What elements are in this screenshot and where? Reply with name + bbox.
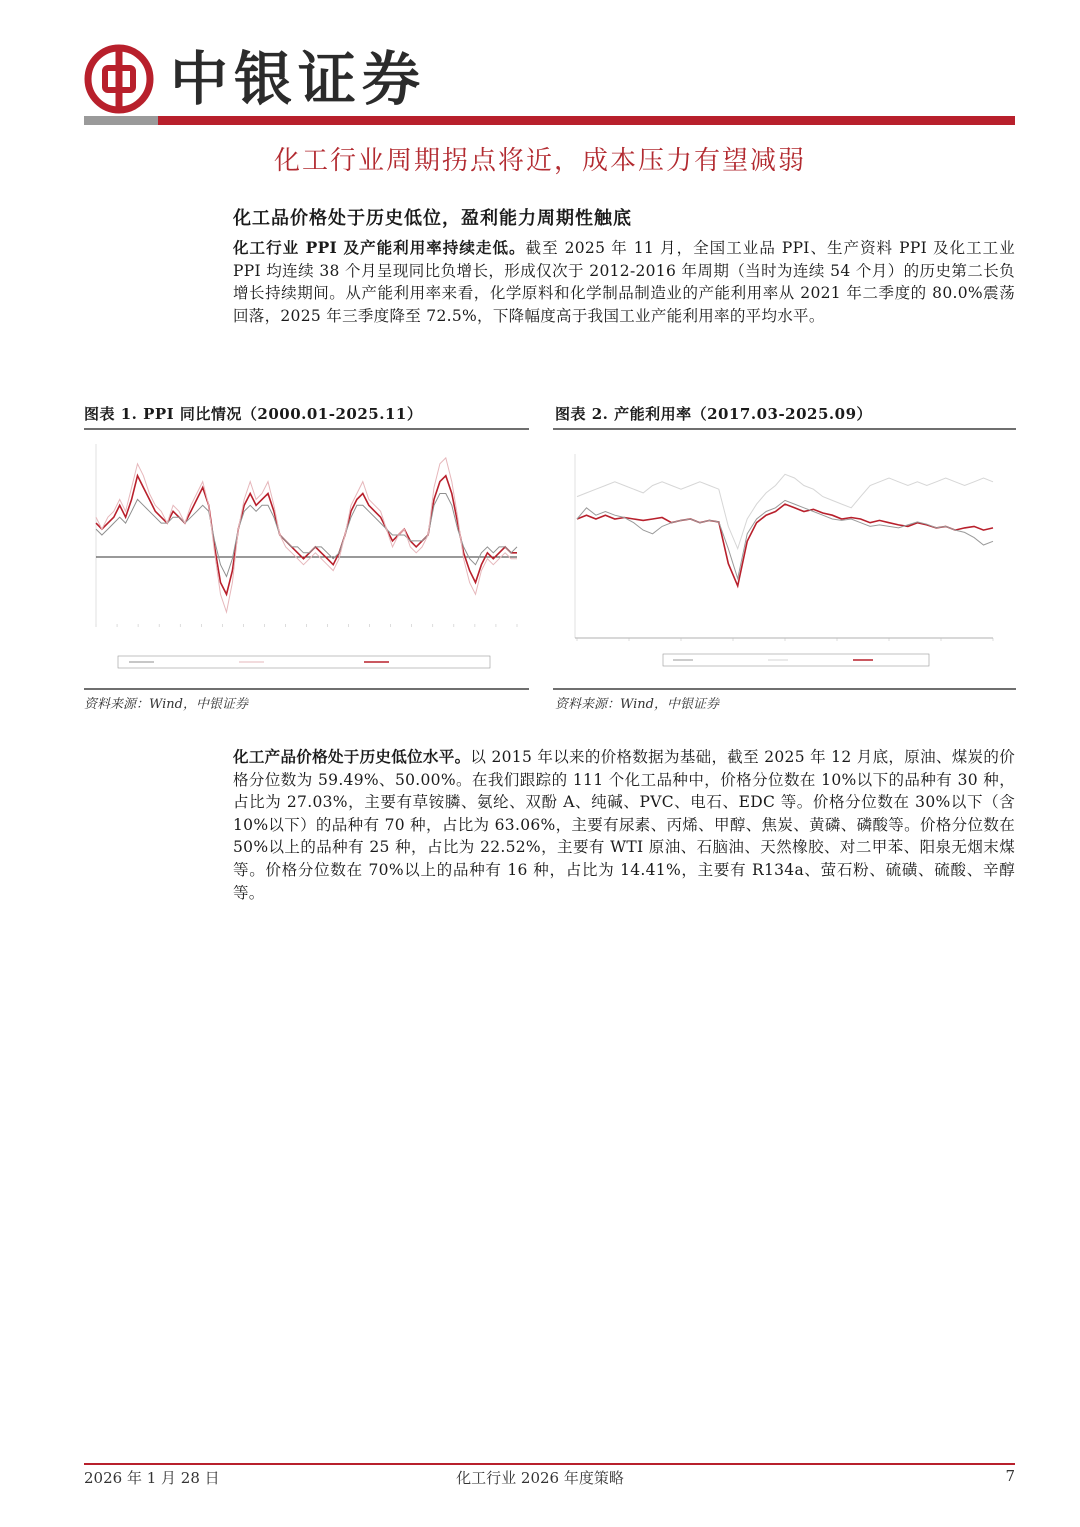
- figure-2-source: 资料来源：Wind，中银证券: [555, 697, 719, 712]
- figure-1-source: 资料来源：Wind，中银证券: [84, 697, 248, 712]
- page-title: 化工行业周期拐点将近，成本压力有望减弱: [273, 146, 806, 176]
- footer-rule: [84, 1463, 1015, 1465]
- header-bar-red: [158, 116, 1015, 125]
- figure-2-chart: [553, 432, 1016, 686]
- figure-1-chart: [84, 432, 529, 686]
- section-title: 化工品价格处于历史低位，盈利能力周期性触底: [233, 208, 632, 229]
- figure-1-bottom-rule: [84, 688, 529, 690]
- paragraph-lead: 化工行业 PPI 及产能利用率持续走低。: [233, 238, 526, 257]
- page-number: 7: [1005, 1467, 1015, 1485]
- paragraph-lead: 化工产品价格处于历史低位水平。: [233, 747, 471, 766]
- paragraph-body: 截至 2025 年 11 月，全国工业品 PPI、生产资料 PPI 及化工工业 PPI 均连续 38 个月呈现同比负增长，形成仅次于 2012-2016 年周期（当时为连续 54 个月）的历史第二长负增长持续期间。从产能利用率来看，化学原料和化学制品制造业的产能利用率从 2021 年二季度的 80.0%震荡回落，2025 年三季度降至 72.5%，下降幅度高于我国工业产能利用率的平均水平。: [233, 239, 1016, 325]
- bank-of-china-logo-icon: [84, 44, 154, 114]
- footer-date: 2026 年 1 月 28 日: [84, 1469, 220, 1487]
- header-bar-gray: [84, 116, 158, 125]
- paragraph-ppi: [233, 237, 1015, 327]
- figure-2-title: 图表 2. 产能利用率（2017.03-2025.09）: [555, 405, 873, 423]
- figure-1-top-rule: [84, 428, 529, 430]
- paragraph-prices: [233, 746, 1015, 904]
- figure-2-top-rule: [553, 428, 1016, 430]
- paragraph-body: 以 2015 年以来的价格数据为基础，截至 2025 年 12 月底，原油、煤炭的价格分位数为 59.49%、50.00%。在我们跟踪的 111 个化工品种中，价格分位数在 10%以下的品种有 30 种，占比为 27.03%，主要有草铵膦、氨纶、双酚 A、纯碱、PVC、电石、EDC 等。价格分位数在 30%以下（含 10%以下）的品种有 70 种，占比为 63.06%，主要有尿素、丙烯、甲醇、焦炭、黄磷、磷酸等。价格分位数在 50%以上的品种有 25 种，占比为 22.52%，主要有 WTI 原油、石脑油、天然橡胶、对二甲苯、阳泉无烟末煤等。价格分位数在 70%以上的品种有 16 种，占比为 14.41%，主要有 R134a、萤石粉、硫磺、硫酸、辛醇等。: [233, 748, 1015, 902]
- footer-report-name: 化工行业 2026 年度策略: [456, 1469, 624, 1487]
- figure-1-title: 图表 1. PPI 同比情况（2000.01-2025.11）: [84, 405, 423, 423]
- figure-1-ticks: [96, 624, 517, 627]
- figure-2-bottom-rule: [553, 688, 1016, 690]
- brand-name: 中银证券: [170, 45, 427, 113]
